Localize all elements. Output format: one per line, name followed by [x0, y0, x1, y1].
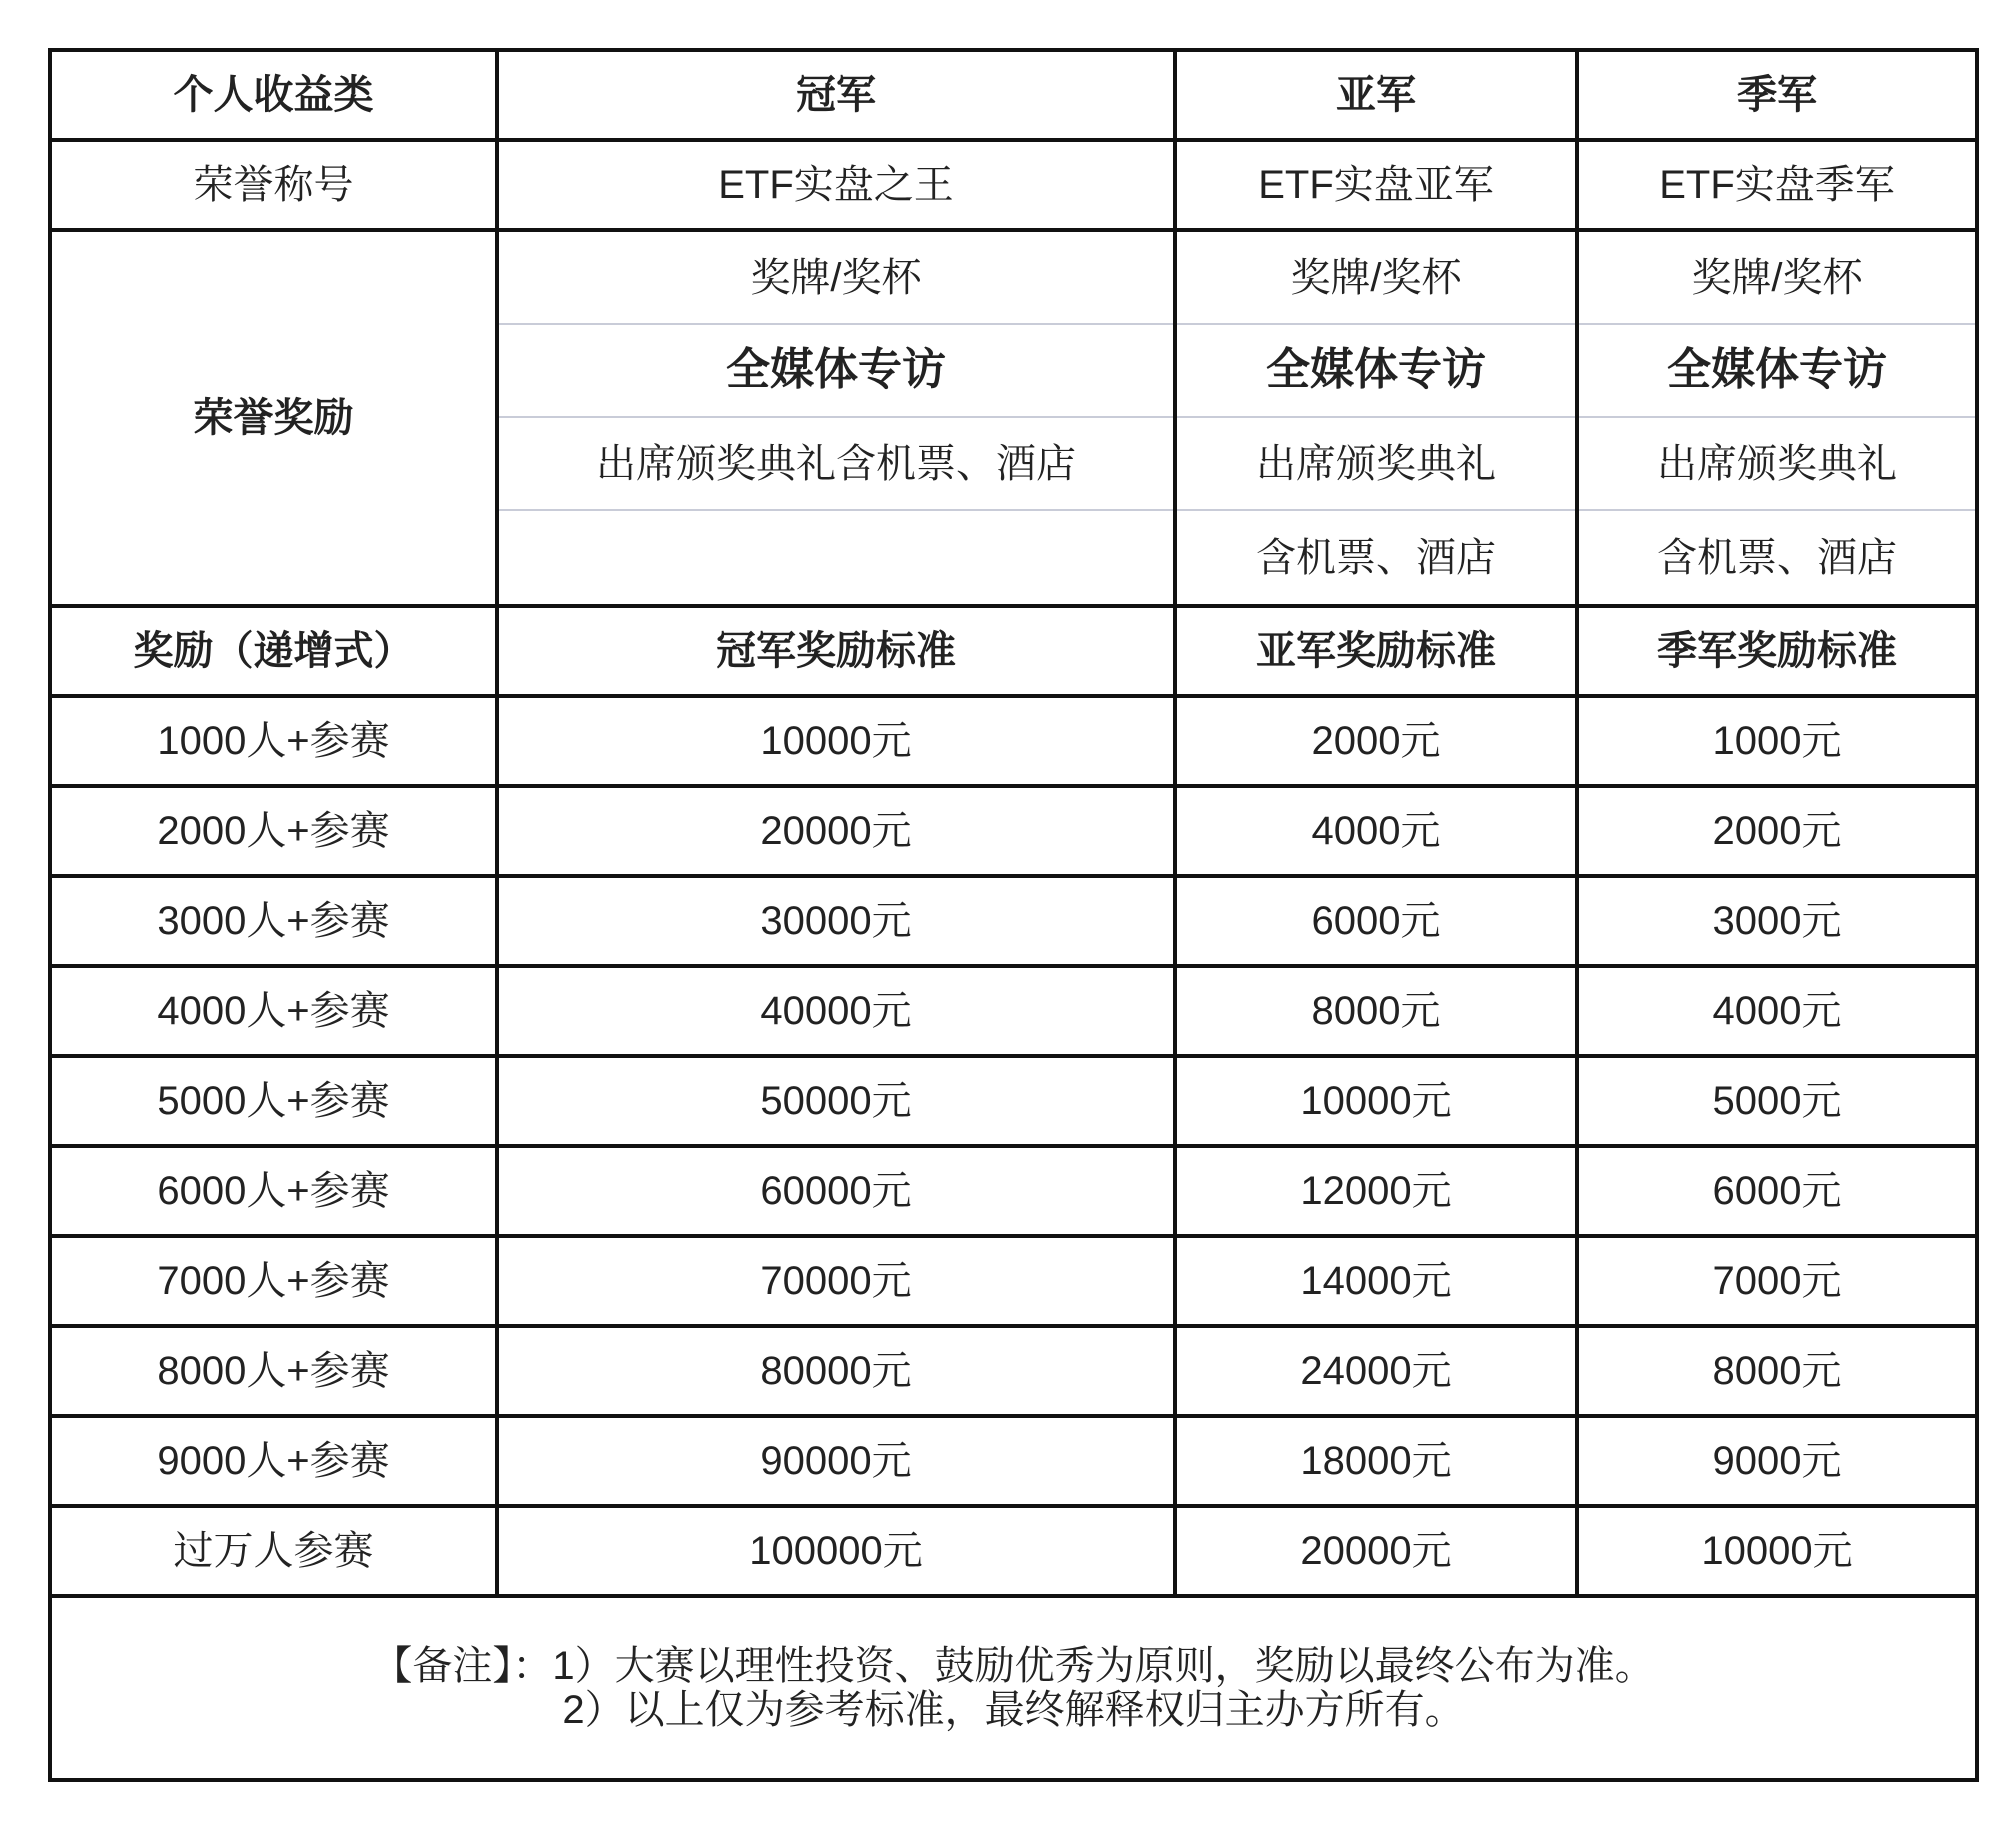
- note-line-2: 2）以上仅为参考标准，最终解释权归主办方所有。: [562, 1688, 1465, 1732]
- honor-rewards-third: [1577, 230, 1977, 606]
- reward-item: 含机票、酒店: [1256, 535, 1496, 580]
- tier-row: [50, 1506, 1977, 1596]
- tier-runner-up: 18000元: [1175, 1416, 1577, 1506]
- reward-item: 全媒体专访: [1579, 325, 1975, 418]
- tier-third: 2000元: [1577, 786, 1977, 876]
- tier-champion: 60000元: [497, 1146, 1175, 1236]
- header-champion: 冠军: [497, 50, 1175, 140]
- tier-participants: 6000人+参赛: [50, 1146, 497, 1236]
- tier-participants: 1000人+参赛: [50, 696, 497, 786]
- tier-third: 8000元: [1577, 1326, 1977, 1416]
- header-runner-up: 亚军: [1175, 50, 1577, 140]
- reward-item: 全媒体专访: [499, 325, 1173, 418]
- tier-champion: 20000元: [497, 786, 1175, 876]
- tier-runner-up: 4000元: [1175, 786, 1577, 876]
- header-category: 个人收益类: [50, 50, 497, 140]
- header-row: [50, 50, 1977, 140]
- tier-row: [50, 966, 1977, 1056]
- tier-champion: 10000元: [497, 696, 1175, 786]
- tier-third: 5000元: [1577, 1056, 1977, 1146]
- tier-row: [50, 786, 1977, 876]
- tier-row: [50, 1236, 1977, 1326]
- tier-row: [50, 1326, 1977, 1416]
- tier-runner-up: 2000元: [1175, 696, 1577, 786]
- tier-participants: 4000人+参赛: [50, 966, 497, 1056]
- tier-participants: 9000人+参赛: [50, 1416, 497, 1506]
- tier-runner-up: 14000元: [1175, 1236, 1577, 1326]
- honor-title-row: [50, 140, 1977, 230]
- tier-champion: 30000元: [497, 876, 1175, 966]
- tier-row: [50, 876, 1977, 966]
- tier-champion: 90000元: [497, 1416, 1175, 1506]
- reward-item: 全媒体专访: [1177, 325, 1575, 418]
- tier-champion: 100000元: [497, 1506, 1175, 1596]
- tier-champion: 50000元: [497, 1056, 1175, 1146]
- tier-third: 6000元: [1577, 1146, 1977, 1236]
- tier-row: [50, 696, 1977, 786]
- note-line-1: 【备注】：1）大赛以理性投资、鼓励优秀为原则，奖励以最终公布为准。: [372, 1644, 1655, 1688]
- tier-runner-up: 6000元: [1175, 876, 1577, 966]
- reward-header-third: 季军奖励标准: [1577, 606, 1977, 696]
- honor-rewards-champion: [497, 230, 1175, 606]
- tier-row: [50, 1416, 1977, 1506]
- reward-item: 奖牌/奖杯: [499, 232, 1173, 325]
- honor-rewards-label: 荣誉奖励: [50, 230, 497, 606]
- awards-table: [48, 48, 1979, 1782]
- honor-rewards-runner-up: [1175, 230, 1577, 606]
- reward-header-label: 奖励（递增式）: [50, 606, 497, 696]
- tier-row: [50, 1056, 1977, 1146]
- tier-participants: 8000人+参赛: [50, 1326, 497, 1416]
- tier-third: 7000元: [1577, 1236, 1977, 1326]
- reward-header-champion: 冠军奖励标准: [497, 606, 1175, 696]
- tier-participants: 5000人+参赛: [50, 1056, 497, 1146]
- tier-third: 9000元: [1577, 1416, 1977, 1506]
- reward-header-row: [50, 606, 1977, 696]
- tier-champion: 70000元: [497, 1236, 1175, 1326]
- tier-runner-up: 12000元: [1175, 1146, 1577, 1236]
- tier-champion: 40000元: [497, 966, 1175, 1056]
- honor-title-label: 荣誉称号: [50, 140, 497, 230]
- tier-third: 3000元: [1577, 876, 1977, 966]
- honor-title-runner-up: ETF实盘亚军: [1175, 140, 1577, 230]
- tier-champion: 80000元: [497, 1326, 1175, 1416]
- tier-runner-up: 20000元: [1175, 1506, 1577, 1596]
- tier-participants: 7000人+参赛: [50, 1236, 497, 1326]
- honor-title-champion: ETF实盘之王: [497, 140, 1175, 230]
- tier-runner-up: 10000元: [1175, 1056, 1577, 1146]
- tier-third: 10000元: [1577, 1506, 1977, 1596]
- reward-item: 出席颁奖典礼: [1177, 418, 1575, 511]
- tier-participants: 3000人+参赛: [50, 876, 497, 966]
- tier-third: 1000元: [1577, 696, 1977, 786]
- tier-runner-up: 8000元: [1175, 966, 1577, 1056]
- honor-rewards-row: [50, 230, 1977, 606]
- notes-row: [50, 1596, 1977, 1780]
- reward-item: [499, 511, 1173, 604]
- header-third: 季军: [1577, 50, 1977, 140]
- tier-third: 4000元: [1577, 966, 1977, 1056]
- notes-cell: [50, 1596, 1977, 1780]
- tier-participants: 2000人+参赛: [50, 786, 497, 876]
- reward-header-runner-up: 亚军奖励标准: [1175, 606, 1577, 696]
- tier-runner-up: 24000元: [1175, 1326, 1577, 1416]
- reward-item: 出席颁奖典礼: [1579, 418, 1975, 511]
- reward-item: 奖牌/奖杯: [1579, 232, 1975, 325]
- reward-item: 出席颁奖典礼含机票、酒店: [499, 418, 1173, 511]
- reward-item: 奖牌/奖杯: [1177, 232, 1575, 325]
- reward-item: 含机票、酒店: [1657, 535, 1897, 580]
- tier-participants: 过万人参赛: [50, 1506, 497, 1596]
- tier-row: [50, 1146, 1977, 1236]
- honor-title-third: ETF实盘季军: [1577, 140, 1977, 230]
